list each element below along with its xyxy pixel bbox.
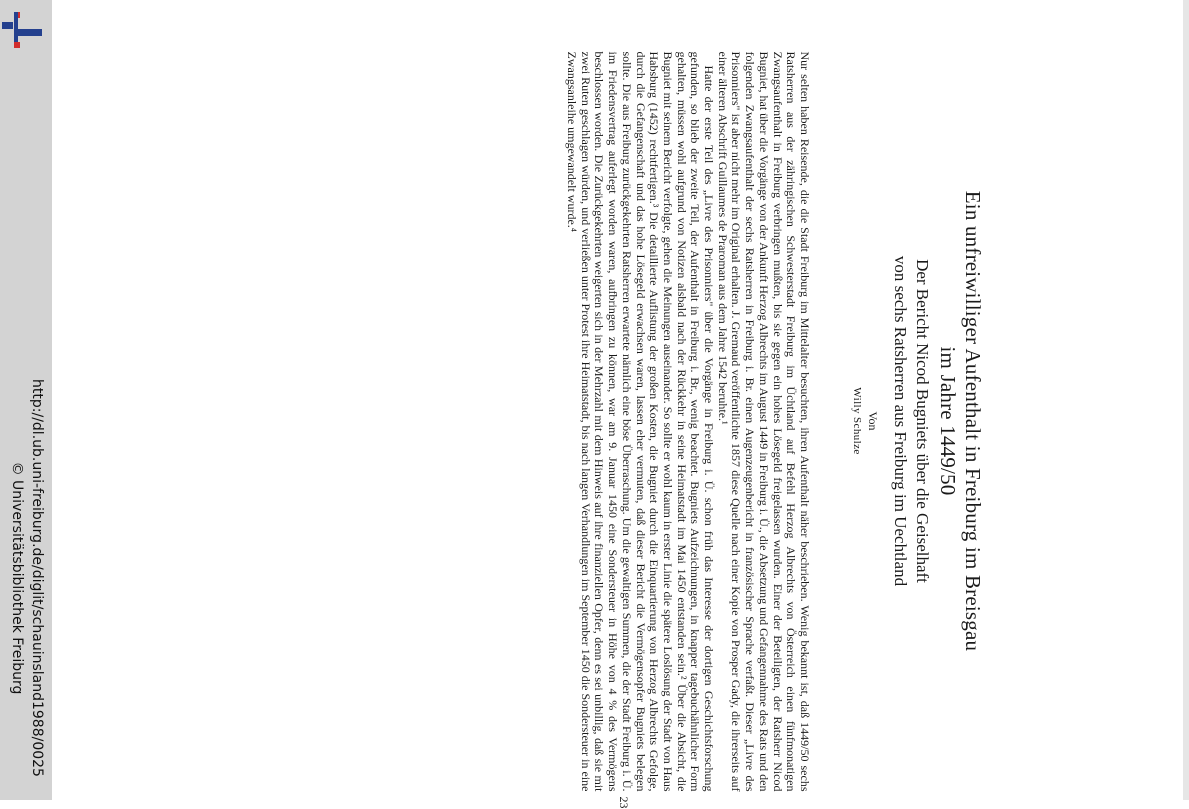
scrollbar-track[interactable] — [1183, 0, 1189, 800]
source-info — [7, 379, 47, 777]
subtitle-line-1: Der Bericht Nicod Bugniets über die Geiselhaft — [913, 259, 932, 583]
university-library-logo[interactable] — [0, 10, 44, 50]
author-name: Willy Schulze — [851, 387, 863, 455]
copyright-notice: © Universitätsbibliothek Freiburg — [9, 461, 25, 695]
page-number: 23 — [617, 796, 631, 809]
byline-von: Von — [866, 411, 880, 431]
title-line-1: Ein unfreiwilliger Aufenthalt in Freiburg im Breisgau — [961, 190, 985, 652]
article-body — [564, 52, 811, 792]
paragraph-2: Hatte der erste Teil des „Livre des Prisonniers" über die Vorgänge in Freiburg i. Ü. schon früh das Interesse der dortigen Geschichtsforschung gefunden, so blieb der zweite Teil, der Aufenthalt in Freiburg i. Br., wenig beachtet. Bugniets Aufzeichnungen, in knapper tagebuchähnlicher Form gehalten, müssen wohl aufgrund von Notizen alsbald nach der Rückkehr in seine Heimatstadt im Mai 1450 entstanden sein.² Über die Absicht, die Bugniet mit seinem Bericht verfolgte, gehen die Meinungen auseinander. So sollte er wohl kaum in erster Linie die spätere Loslösung der Stadt von Haus Habsburg (1452) rechtfertigen.³ Die detaillierte Auflistung der großen Kosten, die Bugniet durch die Einquartierung von Herzog Albrechts Gefolge, durch die Gefangenschaft und das hohe Lösegeld erwachsen waren, lassen eher vermuten, daß dieser Bericht die Vermögensopfer Bugniets belegen sollte. Die aus Freiburg zurückgekehrten Ratsherren erwartete nämlich eine böse Überraschung. Um die gewaltigen Summen, die der Stadt Freiburg i. Ü. im Friedensvertrag auferlegt worden waren, aufbringen zu können, war am 9. Januar 1450 eine Sondersteuer in Höhe von 4 % des Vermögens beschlossen worden. Die Zurückgekehrten weigerten sich in der Mehrzahl mit dem Hinweis auf ihre finanziellen Opfer, denn es sei unbillig, daß sie mit zwei Ruten geschlagen würden, und verließen unter Protest ihre Heimatstadt, bis nach langen Verhandlungen im September 1450 die Sondersteuer in eine Zwangsanleihe umgewandelt wurde.⁴ — [565, 51, 717, 792]
article-subtitle — [889, 34, 933, 809]
paragraph-1: Nur selten haben Reisende, die die Stadt Freiburg im Mittelalter besuchten, ihren Aufenthalt näher beschrieben. Wenig bekannt ist, daß 1449/50 sechs Ratsherren aus der zähringischen Schwesterstadt Freiburg im Üchtland auf Befehl Herzog Albrechts von Österreich einen fünfmonatigen Zwangsaufenthalt in Freiburg verbringen mußten, bis sie gegen ein hohes Lösegeld freigelassen wurden. Einer der Beteiligten, der Ratsherr Nicod Bugniet, hat über die Vorgänge von der Ankunft Herzog Albrechts im August 1449 in Freiburg i. Ü., die Absetzung und Gefangennahme des Rats und den folgenden Zwangsaufenthalt der sechs Ratsherren in Freiburg i. Br. einen Augenzeugenbericht in französischer Sprache verfaßt. Dieser „Livre des Prisonniers" ist aber nicht mehr im Original erhalten. J. Gremaud veröffentlichte 1857 diese Quelle nach einer Kopie von Prosper Gady, die ihrerseits auf einer älteren Abschrift Guillaumes de Praroman aus dem Jahre 1542 beruhte.¹ — [715, 51, 812, 792]
subtitle-line-2: von sechs Ratsherren aus Freiburg im Uechtland — [891, 255, 910, 587]
logo-blue-bar-left — [2, 22, 13, 29]
viewer-sidebar — [0, 0, 52, 800]
title-line-2: im Jahre 1449/50 — [936, 346, 960, 496]
scanned-page — [295, 34, 995, 809]
logo-red-bottom — [14, 42, 20, 48]
source-url[interactable]: http://dl.ub.uni-freiburg.de/diglit/schauinsland1988/0025 — [29, 379, 45, 777]
logo-blue-bar-right — [18, 29, 42, 36]
article-title — [935, 34, 985, 809]
